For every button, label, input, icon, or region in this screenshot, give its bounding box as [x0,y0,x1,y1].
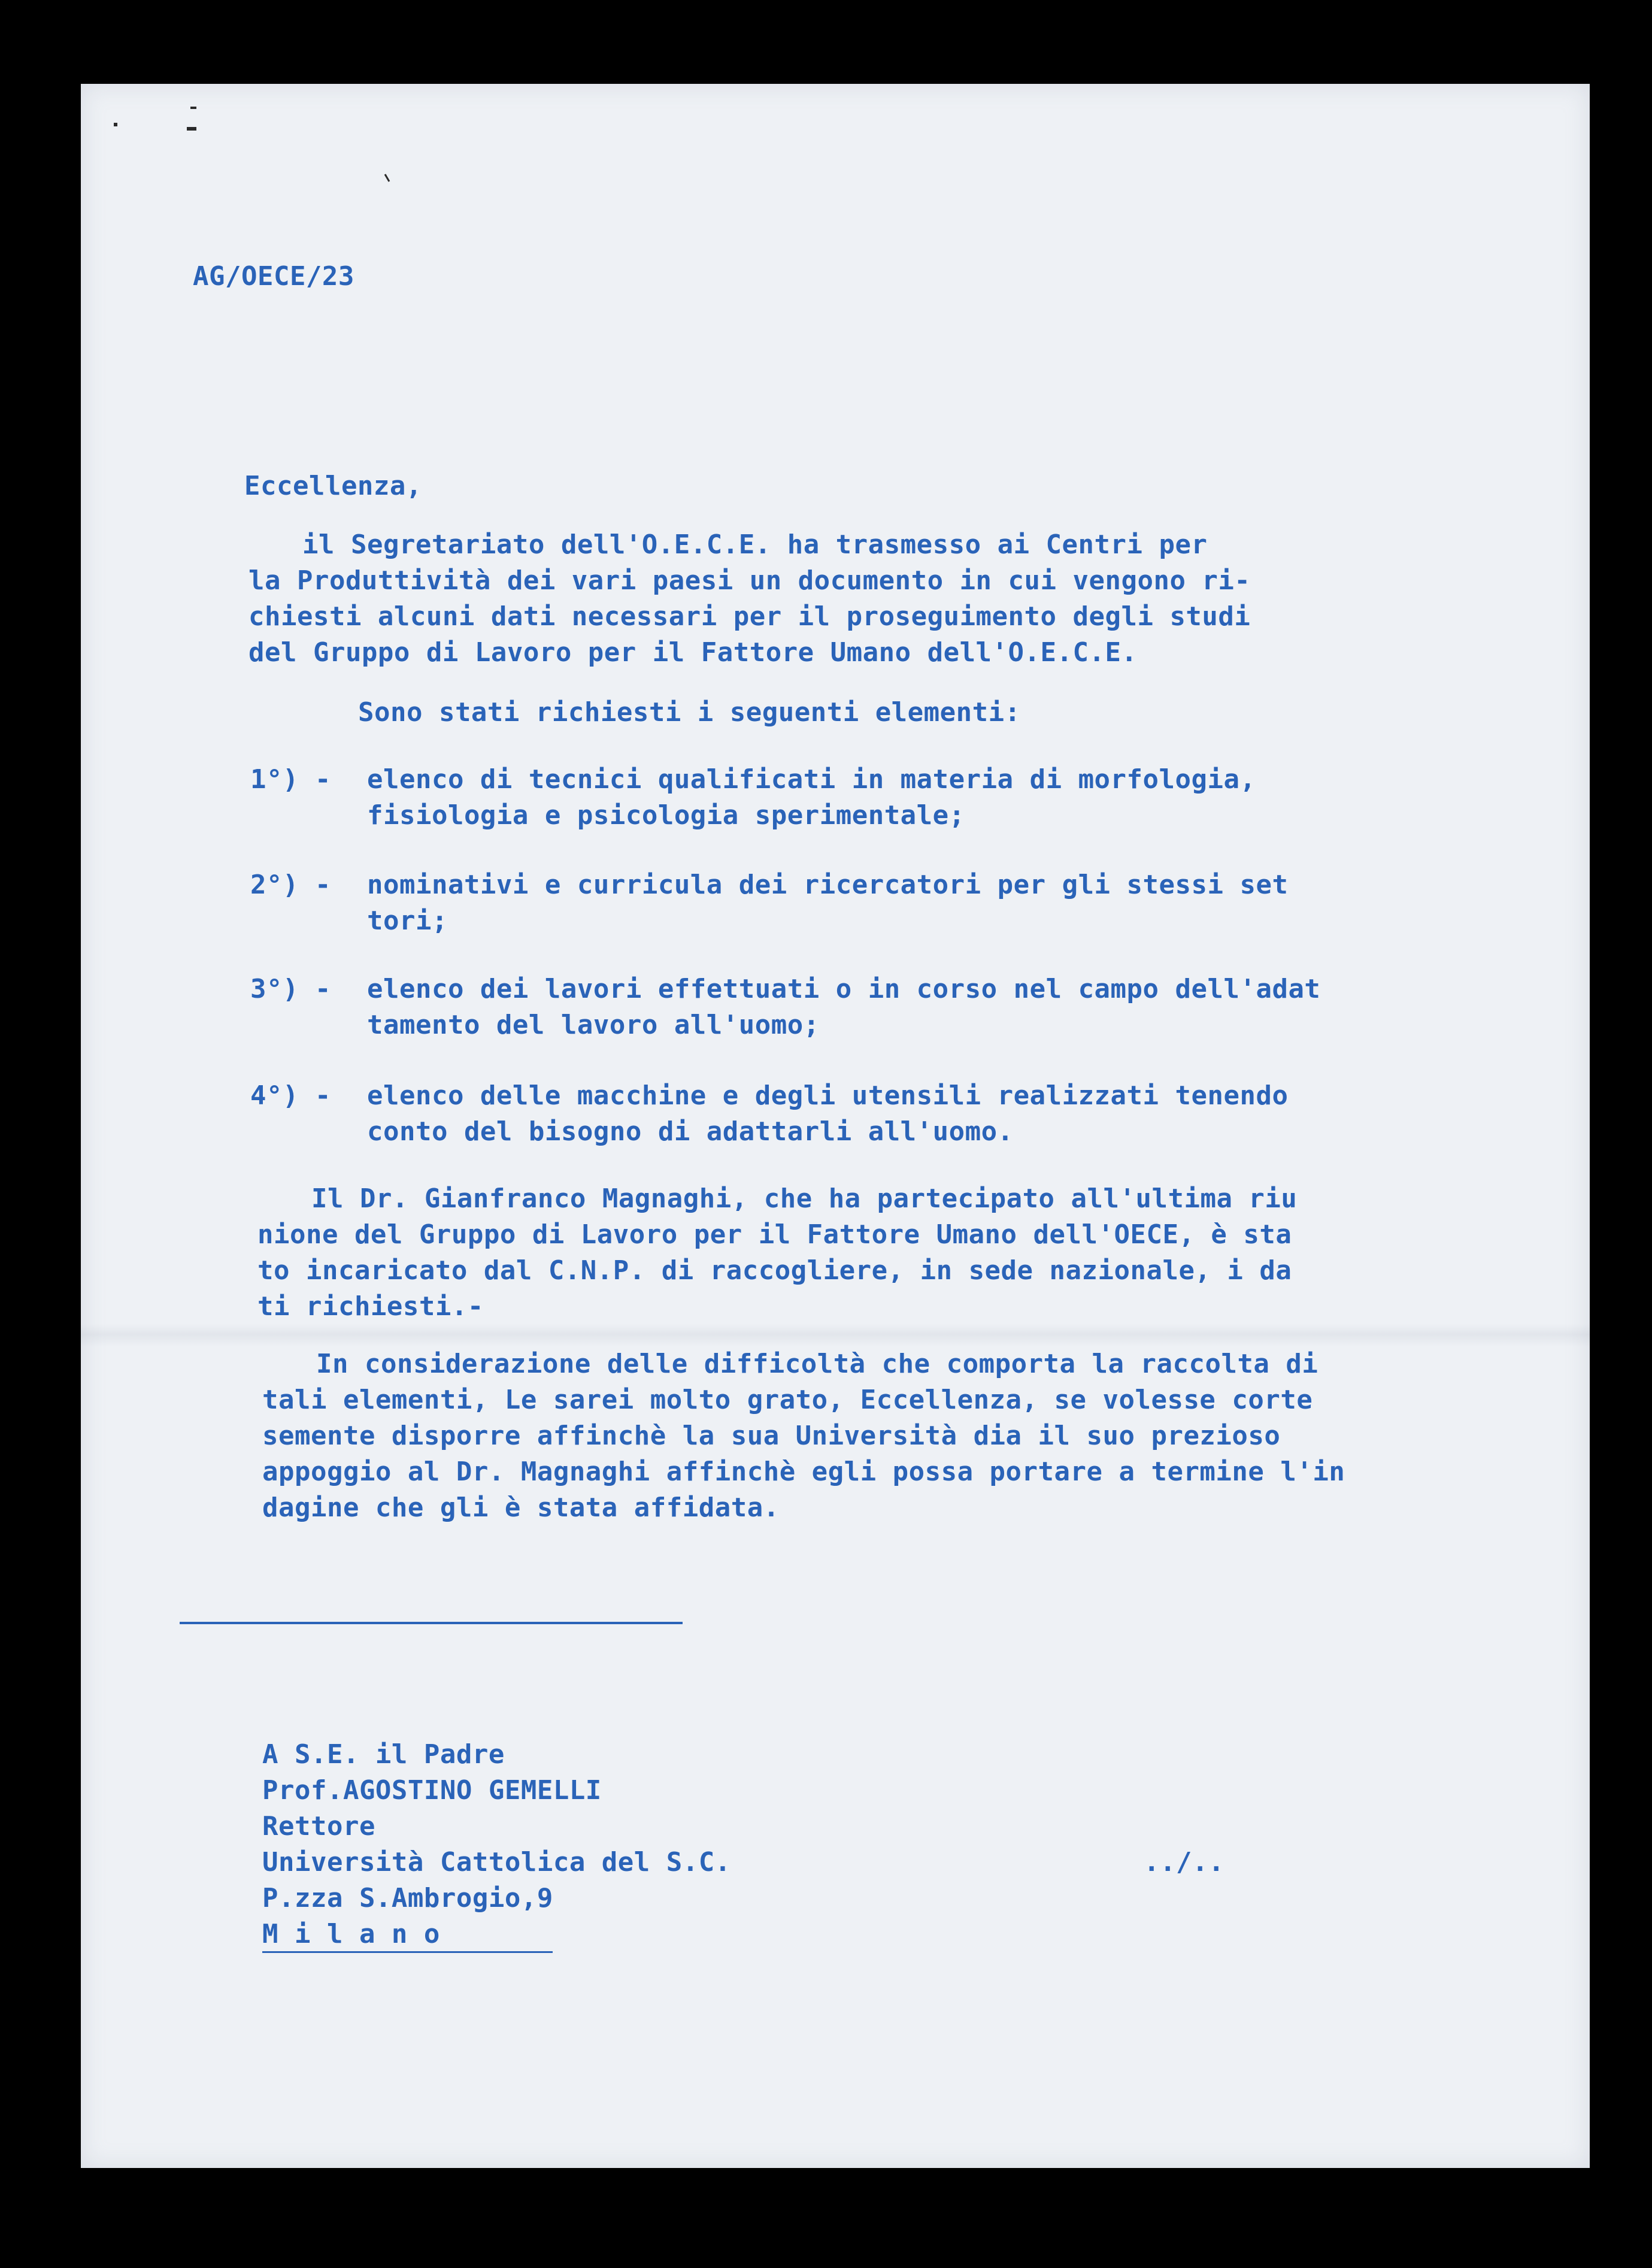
city-underline [262,1951,553,1953]
stray-mark [114,123,117,126]
stray-mark [187,127,196,131]
address-line: Rettore [262,1811,375,1842]
list-intro: Sono stati richiesti i seguenti elementi: [358,697,1021,728]
address-line: P.zza S.Ambrogio,9 [262,1883,553,1913]
continuation-mark: ../.. [1144,1847,1224,1878]
separator-line [180,1622,683,1624]
paragraph-intro: il Segretariato dell'O.E.C.E. ha trasmesso ai Centri per la Produttività dei vari paesi un documento in cui vengono ri- chiesti alcuni dati necessari per il proseguimento degli studi del Gruppo di Lavoro per il Fattore Umano dell'O.E.C.E. [248,529,1251,668]
paragraph-request: In considerazione delle difficoltà che comporta la raccolta di tali elementi, Le sarei molto grato, Eccellenza, se volesse corte semente disporre affinchè la sua Università dia il suo prezioso appoggio al Dr. Magnaghi affinchè egli possa portare a termine l'in dagine che gli è stata affidata. [262,1349,1345,1523]
address-line: Università Cattolica del S.C. [262,1847,731,1878]
list-text: elenco dei lavori effettuati o in corso nel campo dell'adat tamento del lavoro all'uomo; [367,974,1321,1040]
stray-mark [190,107,196,109]
address-line: A S.E. il Padre [262,1739,505,1770]
list-text: nominativi e curricula dei ricercatori per gli stessi set tori; [367,870,1289,936]
list-number: 3°) - [250,974,331,1004]
list-text: elenco delle macchine e degli utensili realizzati tenendo conto del bisogno di adattarli all'uomo. [367,1080,1289,1147]
list-number: 4°) - [250,1080,331,1111]
salutation: Eccellenza, [244,471,422,501]
paragraph-magnaghi: Il Dr. Gianfranco Magnaghi, che ha partecipato all'ultima riu nione del Gruppo di Lavoro per il Fattore Umano dell'OECE, è sta to incaricato dal C.N.P. di raccogliere, in sede nazionale, i da ti richiesti.- [257,1183,1298,1322]
list-number: 2°) - [250,870,331,900]
list-text: elenco di tecnici qualificati in materia di morfologia, fisiologia e psicologia sperimentale; [367,764,1256,831]
address-line: Prof.AGOSTINO GEMELLI [262,1775,602,1806]
list-number: 1°) - [250,764,331,795]
address-city: M i l a n o [262,1919,440,1949]
reference-code: AG/OECE/23 [193,261,354,292]
